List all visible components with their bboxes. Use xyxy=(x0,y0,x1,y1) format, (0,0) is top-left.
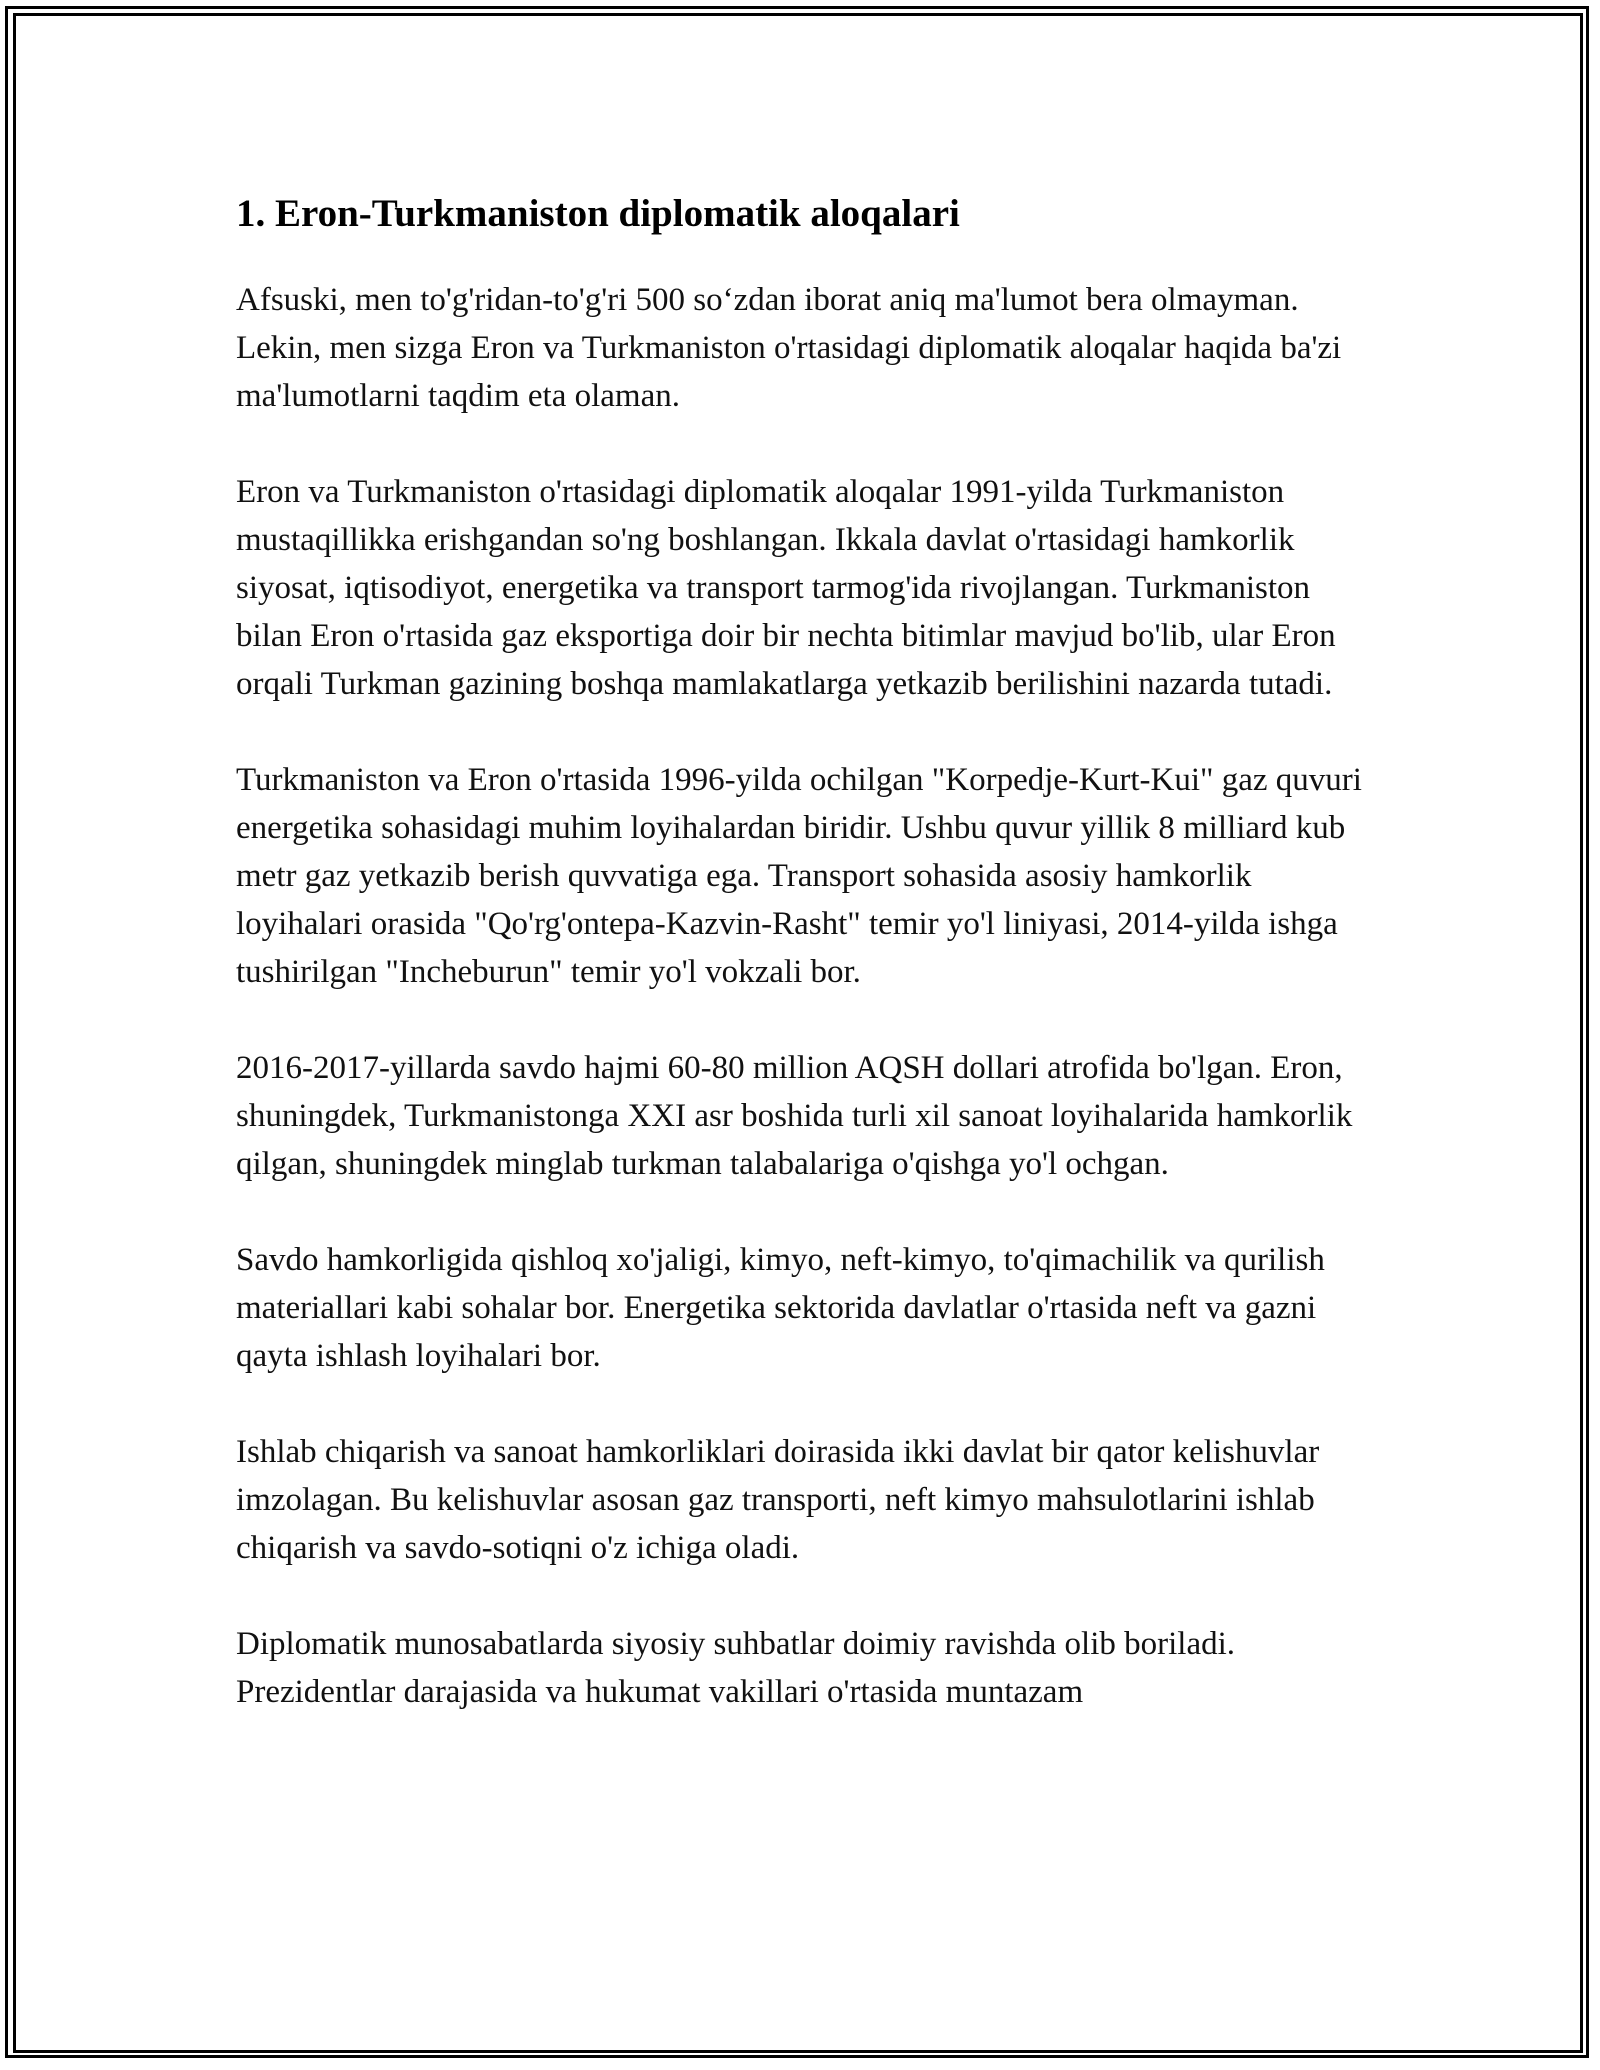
paragraph-history: Eron va Turkmaniston o'rtasidagi diplomatik aloqalar 1991-yilda Turkmaniston mustaqillikka erishgandan so'ng boshlangan. Ikkala davlat o'rtasidagi hamkorlik siyosat, iqtisodiyot, energetika va transport tarmog'ida rivojlangan. Turkmaniston bilan Eron o'rtasida gaz eksportiga doir bir nechta bitimlar mavjud bo'lib, ular Eron orqali Turkman gazining boshqa mamlakatlarga yetkazib berilishini nazarda tutadi. xyxy=(236,474,1336,702)
paragraph-trade-sectors: Savdo hamkorligida qishloq xo'jaligi, kimyo, neft-kimyo, to'qimachilik va qurilish materiallari kabi sohalar bor. Energetika sektorida davlatlar o'rtasida neft va gazni qayta ishlash loyihalari bor. xyxy=(236,1242,1325,1374)
paragraph-diplomacy: Diplomatik munosabatlarda siyosiy suhbatlar doimiy ravishda olib boriladi. Prezidentlar darajasida va hukumat vakillari o'rtasida muntazam xyxy=(236,1626,1236,1710)
paragraph-intro: Afsuski, men to'g'ridan-to'g'ri 500 so‘zdan iborat aniq ma'lumot bera olmayman. Lekin, men sizga Eron va Turkmaniston o'rtasidagi diplomatik aloqalar haqida ba'zi ma'lumotlarni taqdim eta olaman. xyxy=(236,282,1342,414)
section-heading: 1. Eron-Turkmaniston diplomatik aloqalari xyxy=(236,192,960,235)
paragraph-pipeline: Turkmaniston va Eron o'rtasida 1996-yilda ochilgan "Korpedje-Kurt-Kui" gaz quvuri energetika sohasidagi muhim loyihalardan biridir. Ushbu quvur yillik 8 milliard kub metr gaz yetkazib berish quvvatiga ega. Transport sohasida asosiy hamkorlik loyihalari orasida "Qo'rg'ontepa-Kazvin-Rasht" temir yo'l liniyasi, 2014-yilda ishga tushirilgan "Incheburun" temir yo'l vokzali bor. xyxy=(236,762,1362,990)
paragraph-trade-volume: 2016-2017-yillarda savdo hajmi 60-80 million AQSH dollari atrofida bo'lgan. Eron, shuningdek, Turkmanistonga XXI asr boshida turli xil sanoat loyihalarida hamkorlik qilgan, shuningdek minglab turkman talabalariga o'qishga yo'l ochgan. xyxy=(236,1050,1353,1182)
paragraph-industry: Ishlab chiqarish va sanoat hamkorliklari doirasida ikki davlat bir qator kelishuvlar imzolagan. Bu kelishuvlar asosan gaz transporti, neft kimyo mahsulotlarini ishlab chiqarish va savdo-sotiqni o'z ichiga oladi. xyxy=(236,1434,1320,1566)
document-body xyxy=(236,190,1376,1764)
